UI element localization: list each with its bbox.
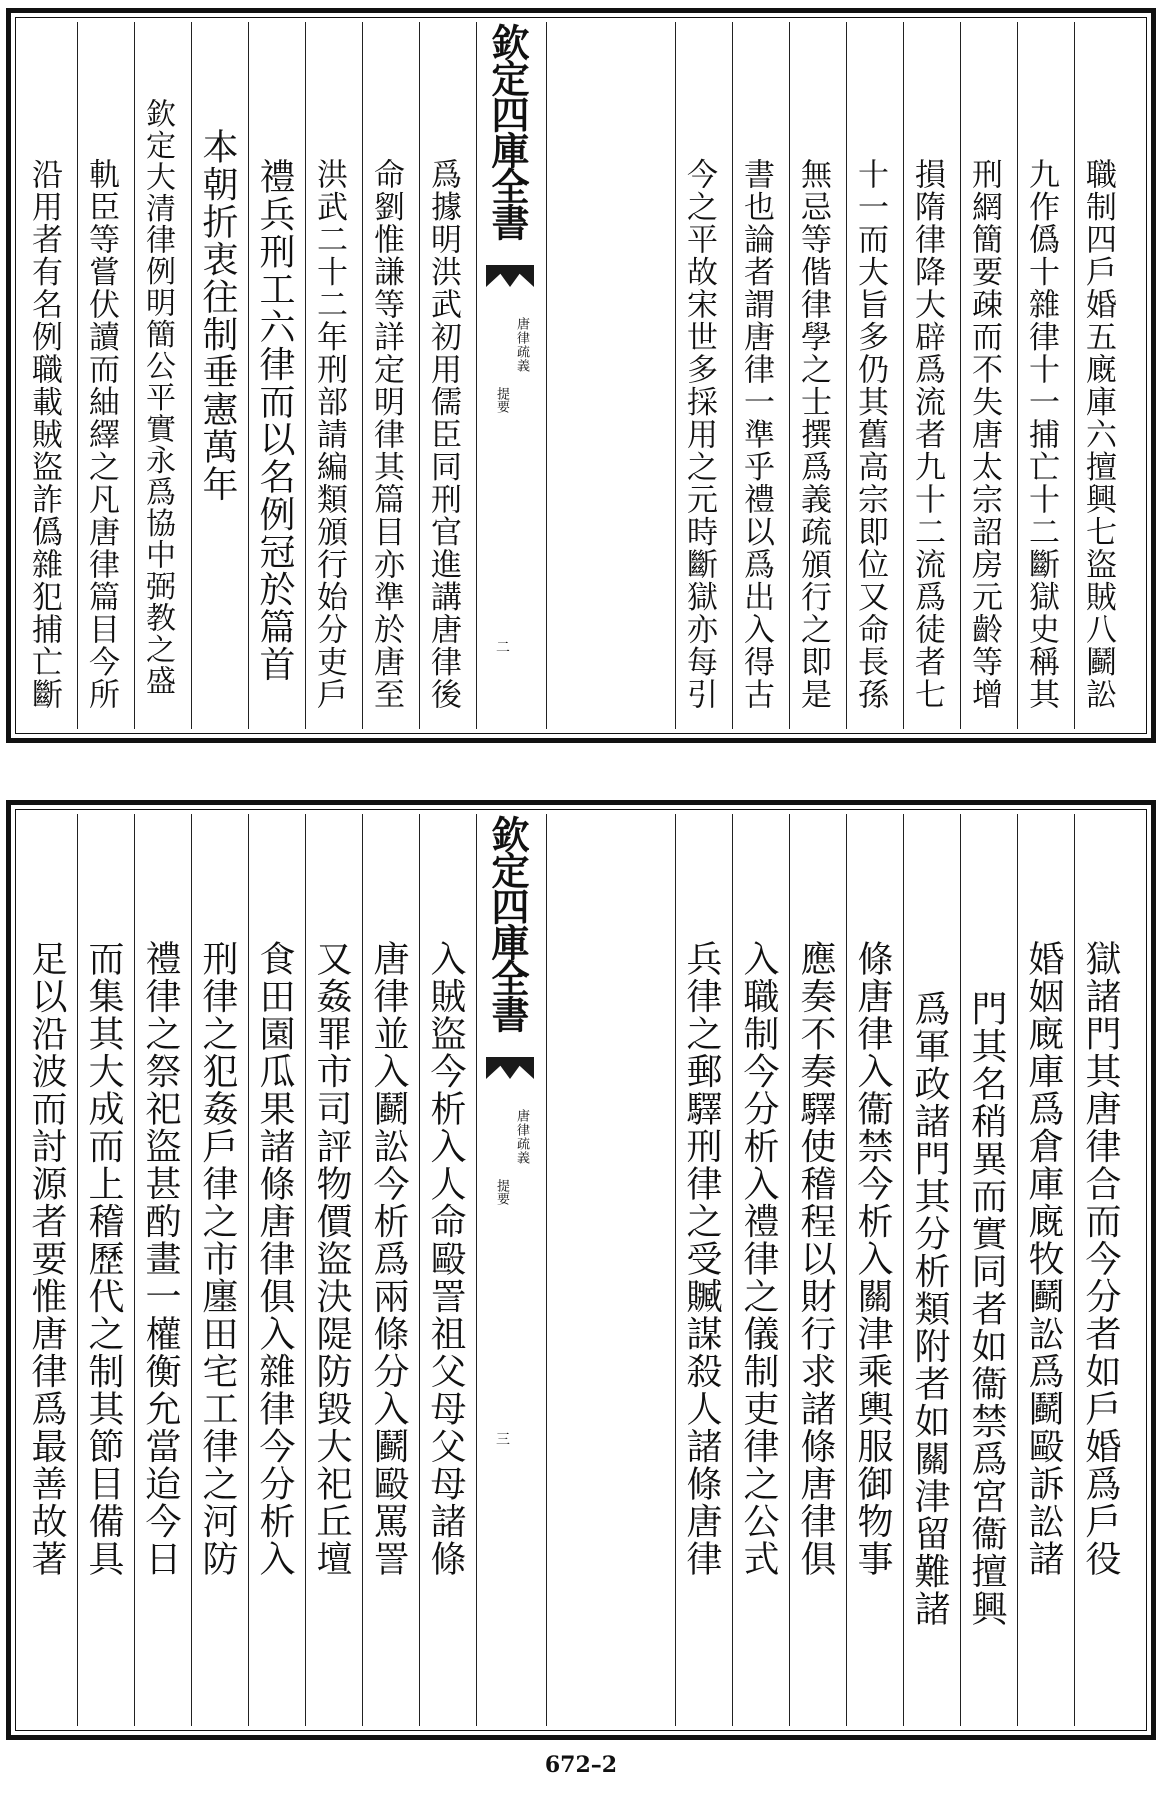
side-book-title: 唐律疏義 [514,317,529,373]
text-column: 爲軍政諸門其分析類附者如關津留難諸 [909,990,950,1628]
text-column: 又姦罪市司評物價盜決隄防毀大祀丘壇 [311,940,352,1578]
fold-rule [476,814,477,1726]
page-bottom [6,800,1156,1740]
page-number: 二 [496,640,510,656]
text-column: 軌臣等嘗伏讀而紬繹之凡唐律篇目今所 [83,158,119,711]
text-column: 應奏不奏驛使稽程以財行求諸條唐律俱 [795,940,836,1578]
text-column: 刑律之犯姦戶律之市廛田宅工律之河防 [197,940,238,1578]
text-column: 洪武二十二年刑部請編類頒行始分吏戶 [311,158,347,711]
text-column: 唐律並入鬬訟今析爲兩條分入鬬毆罵詈 [368,940,409,1578]
text-column: 本朝折衷往制垂憲萬年 [197,128,238,503]
column-rule [191,22,192,729]
text-column: 獄諸門其唐律合而今分者如戶婚爲戶役 [1080,940,1121,1578]
text-column: 損隋律降大辟爲流者九十二流爲徒者七 [909,158,945,711]
text-column: 無忌等偕律學之士撰爲義疏頒行之即是 [795,158,831,711]
fold-rule [546,22,547,729]
column-rule [362,814,363,1726]
column-rule [1017,22,1018,729]
column-rule [846,814,847,1726]
text-column: 禮兵刑工六律而以名例冠於篇首 [254,158,295,683]
column-rule [248,22,249,729]
side-section-title: 提要 [494,387,509,413]
text-column: 沿用者有名例職載賊盜詐僞雜犯捕亡斷 [26,158,62,711]
side-section-title: 提要 [494,1179,509,1205]
text-column: 爲據明洪武初用儒臣同刑官進講唐律後 [425,158,461,711]
page-footer: 672–2 [544,1752,618,1778]
column-rule [419,814,420,1726]
text-column: 欽定大清律例明簡公平實永爲協中弼教之盛 [140,98,175,697]
column-rule [305,22,306,729]
center-title: 欽定四庫全書 [485,23,530,239]
text-column: 食田園瓜果諸條唐律俱入雜律今分析入 [254,940,295,1578]
center-title: 欽定四庫全書 [485,815,530,1031]
column-rule [248,814,249,1726]
fold-rule [476,22,477,729]
column-rule [903,814,904,1726]
column-rule [77,22,78,729]
text-column: 而集其大成而上稽歷代之制其節目備具 [83,940,124,1578]
column-rule [903,22,904,729]
text-column: 條唐律入衞禁今析入關津乘輿服御物事 [852,940,893,1578]
column-rule [675,22,676,729]
text-column: 今之平故宋世多採用之元時斷獄亦每引 [681,158,717,711]
text-column: 九作僞十雜律十一捕亡十二斷獄史稱其 [1023,158,1059,711]
column-rule [1017,814,1018,1726]
column-rule [419,22,420,729]
column-rule [732,814,733,1726]
column-rule [362,22,363,729]
text-column: 禮律之祭祀盜甚酌畫一權衡允當迨今日 [140,940,181,1578]
column-rule [960,814,961,1726]
text-column: 職制四戶婚五廐庫六擅興七盜賊八鬬訟 [1080,158,1116,711]
text-column: 命劉惟謙等詳定明律其篇目亦準於唐至 [368,158,404,711]
column-rule [77,814,78,1726]
column-rule [134,22,135,729]
side-book-title: 唐律疏義 [514,1109,529,1165]
text-column: 婚姻廐庫爲倉庫廐牧鬬訟爲鬬毆訴訟諸 [1023,940,1064,1578]
text-column: 刑網簡要疎而不失唐太宗詔房元齡等增 [966,158,1002,711]
text-column: 入職制今分析入禮律之儀制吏律之公式 [738,940,779,1578]
column-rule [732,22,733,729]
text-column: 門其名稍異而實同者如衞禁爲宮衞擅興 [966,990,1007,1628]
page-top [6,8,1156,743]
text-column: 兵律之郵驛刑律之受贓謀殺人諸條唐律 [681,940,722,1578]
page-number: 三 [496,1432,510,1448]
column-rule [1074,814,1075,1726]
text-column: 書也論者謂唐律一準乎禮以爲出入得古 [738,158,774,711]
column-rule [846,22,847,729]
column-rule [960,22,961,729]
column-rule [789,22,790,729]
column-rule [191,814,192,1726]
column-rule [789,814,790,1726]
column-rule [1074,22,1075,729]
column-rule [305,814,306,1726]
text-column: 十一而大旨多仍其舊高宗即位又命長孫 [852,158,888,711]
fold-rule [546,814,547,1726]
text-column: 入賊盜今析入人命毆詈祖父母父母諸條 [425,940,466,1578]
column-rule [675,814,676,1726]
column-rule [134,814,135,1726]
text-column: 足以沿波而討源者要惟唐律爲最善故著 [26,940,67,1578]
